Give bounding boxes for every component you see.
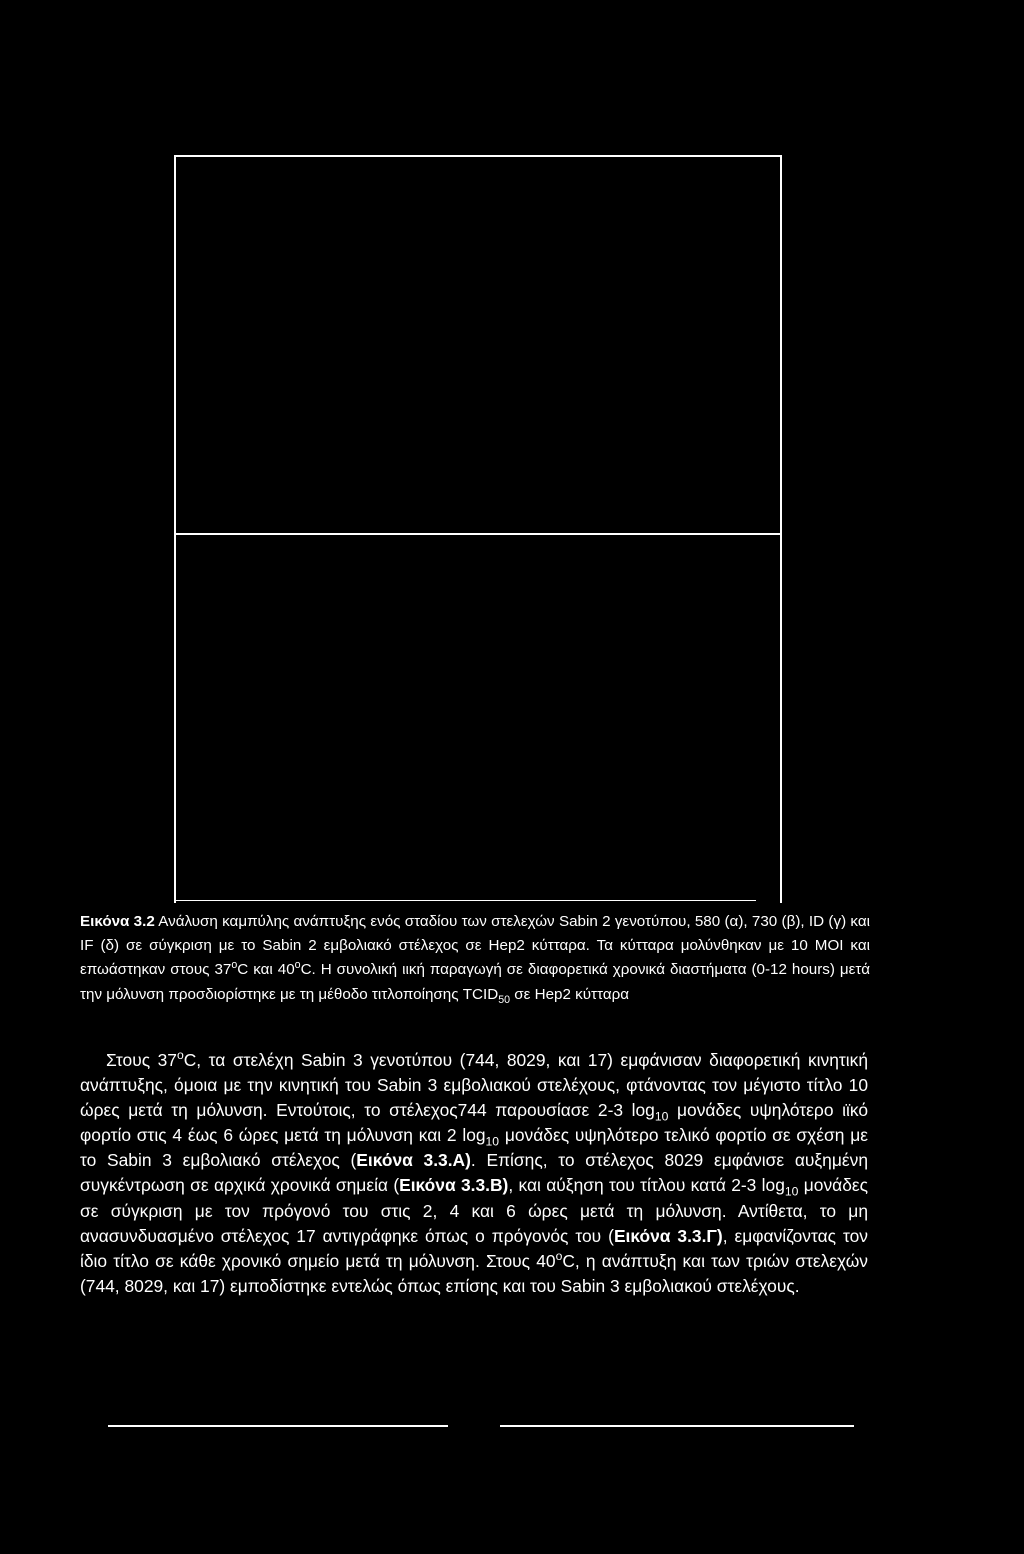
degree-mark: o [555, 1248, 563, 1263]
body-text: , εμφανίζοντας τον ίδιο τίτλο σε κάθε χρονικό σημείο μετά τη μόλυνση. Στους 40 [80, 1225, 869, 1271]
figure-bottom-line [174, 900, 756, 901]
caption-label: Εικόνα 3.2 [80, 913, 155, 930]
body-text: μονάδες σε σύγκριση με τον πρόγονό του στις 2, 4 και 6 ώρες μετά τη μόλυνση. Αντίθετα, το μη ανασυνδυασμένο στέλεχος 17 αντιγράφηκε όπως ο πρόγονός του ( [80, 1175, 869, 1246]
caption-text: C. Η συνολική ιική παραγωγή σε διαφορετικά χρονικά διαστήματα (0-12 hours) μετά την μόλυνση προσδιορίστηκε με τη μέθοδο τιτλοποίησης TCID [80, 961, 870, 1003]
subscript: 10 [654, 1109, 669, 1124]
body-text: μονάδες υψηλότερο τελικό φορτίο σε σχέση με το Sabin 3 εμβολιακό στέλεχος ( [80, 1125, 868, 1171]
figure-area [174, 155, 782, 903]
body-text: , και αύξηση του τίτλου κατά 2-3 log [508, 1175, 785, 1196]
degree-mark: o [231, 959, 238, 972]
body-text: C, η ανάπτυξη και των τριών στελεχών (744, 8029, και 17) εμποδίστηκε εντελώς όπως επίσης και του Sabin 3 εμβολιακού στελέχους. [80, 1250, 868, 1296]
footer-rule-right [500, 1425, 854, 1427]
subscript: 50 [498, 993, 511, 1006]
body-text: C, τα στελέχη Sabin 3 γενοτύπου (744, 8029, και 17) εμφάνισαν διαφορετική κινητική ανάπτυξης, όμοια με την κινητική του Sabin 3 εμβολιακού στελέχους, φτάνοντας τον μέγιστο τίτλο 10 ώρες μετά τη μόλυνση. Εντούτοις, το στέλεχος744 παρουσίασε 2-3 log [80, 1050, 869, 1121]
caption-text: σε Hep2 κύτταρα [510, 985, 630, 1003]
degree-mark: o [294, 959, 301, 972]
degree-mark: o [176, 1048, 184, 1063]
body-paragraph [80, 1048, 868, 1299]
figure-reference: Εικόνα 3.3.Α) [356, 1150, 471, 1171]
body-text: . Επίσης, το στέλεχος 8029 εμφάνισε αυξημένη συγκέντρωση σε αρχικά χρονικά σημεία ( [80, 1150, 868, 1196]
figure-reference: Εικόνα 3.3.Γ) [613, 1225, 723, 1246]
figure-reference: Εικόνα 3.3.Β) [399, 1175, 509, 1196]
caption-text: Ανάλυση καμπύλης ανάπτυξης ενός σταδίου των στελεχών Sabin 2 γενοτύπου, 580 (α), 730 (β), ID (γ) και IF (δ) σε σύγκριση με το Sabin 2 εμβολιακό στέλεχος σε Hep2 κύτταρα. Τα κύτταρα μολύνθηκαν με 10 MOI και επωάστηκαν στους 37 [80, 913, 870, 979]
subscript: 10 [784, 1184, 799, 1199]
body-text: Στους 37 [106, 1050, 177, 1070]
footer-rule-left [108, 1425, 448, 1427]
figure-caption [80, 910, 870, 1007]
caption-text: C και 40 [237, 961, 295, 979]
figure-panel-divider [176, 533, 780, 535]
subscript: 10 [485, 1134, 500, 1149]
body-text: μονάδες υψηλότερο ιϊκό φορτίο στις 4 έως 6 ώρες μετά τη μόλυνση και 2 log [80, 1100, 868, 1146]
